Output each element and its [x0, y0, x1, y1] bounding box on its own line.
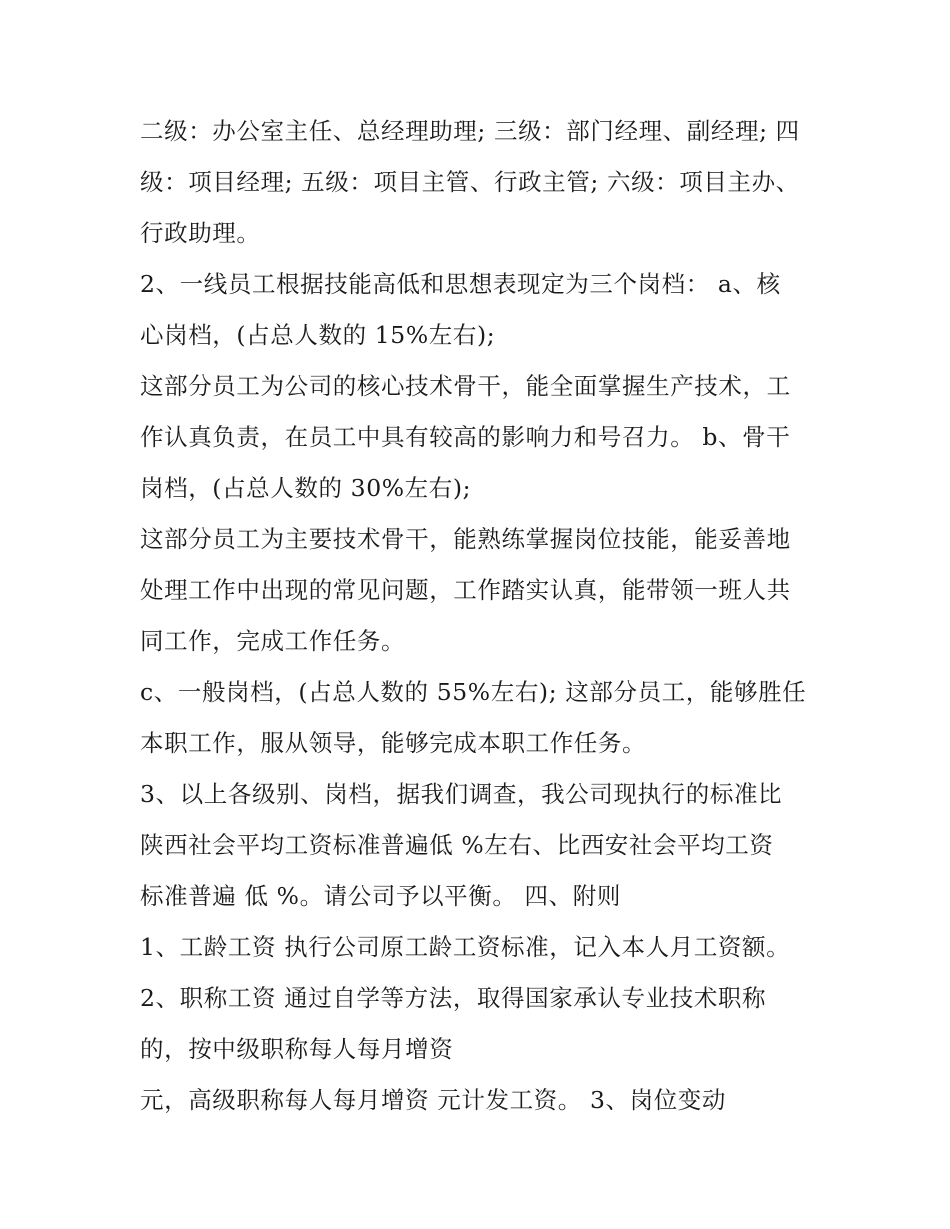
- text-line: 作认真负责，在员工中具有较高的影响力和号召力。 b、骨干: [140, 423, 791, 451]
- text-line: 岗档，(占总人数的 30%左右);: [140, 474, 472, 502]
- text-line: 级：项目经理; 五级：项目主管、行政主管; 六级：项目主办、: [140, 168, 800, 196]
- text-line: 元，高级职称每人每月增资 元计发工资。 3、岗位变动: [140, 1086, 726, 1114]
- text-line: 这部分员工为公司的核心技术骨干，能全面掌握生产技术，工: [140, 372, 791, 400]
- text-line: 陕西社会平均工资标准普遍低 %左右、比西安社会平均工资: [140, 831, 774, 859]
- text-line: 2、一线员工根据技能高低和思想表现定为三个岗档： a、核: [140, 270, 781, 298]
- text-line: 二级：办公室主任、总经理助理; 三级：部门经理、副经理; 四: [140, 117, 800, 145]
- text-line: 同工作，完成工作任务。: [140, 627, 406, 655]
- text-line: 本职工作，服从领导，能够完成本职工作任务。: [140, 729, 647, 757]
- text-line: 3、以上各级别、岗档，据我们调查，我公司现执行的标准比: [140, 780, 783, 808]
- text-line: 1、工龄工资 执行公司原工龄工资标准，记入本人月工资额。: [140, 933, 791, 961]
- text-line: 心岗档，(占总人数的 15%左右);: [140, 321, 496, 349]
- text-line: 标准普遍 低 %。请公司予以平衡。 四、附则: [140, 882, 621, 910]
- text-line: 2、职称工资 通过自学等方法，取得国家承认专业技术职称: [140, 984, 767, 1012]
- text-line: c、一般岗档，(占总人数的 55%左右); 这部分员工，能够胜任: [140, 678, 807, 706]
- text-line: 这部分员工为主要技术骨干，能熟练掌握岗位技能，能妥善地: [140, 525, 791, 553]
- document-body: [140, 106, 820, 1126]
- text-line: 行政助理。: [140, 219, 261, 247]
- text-line: 的，按中级职称每人每月增资: [140, 1035, 454, 1063]
- text-line: 处理工作中出现的常见问题，工作踏实认真，能带领一班人共: [140, 576, 791, 604]
